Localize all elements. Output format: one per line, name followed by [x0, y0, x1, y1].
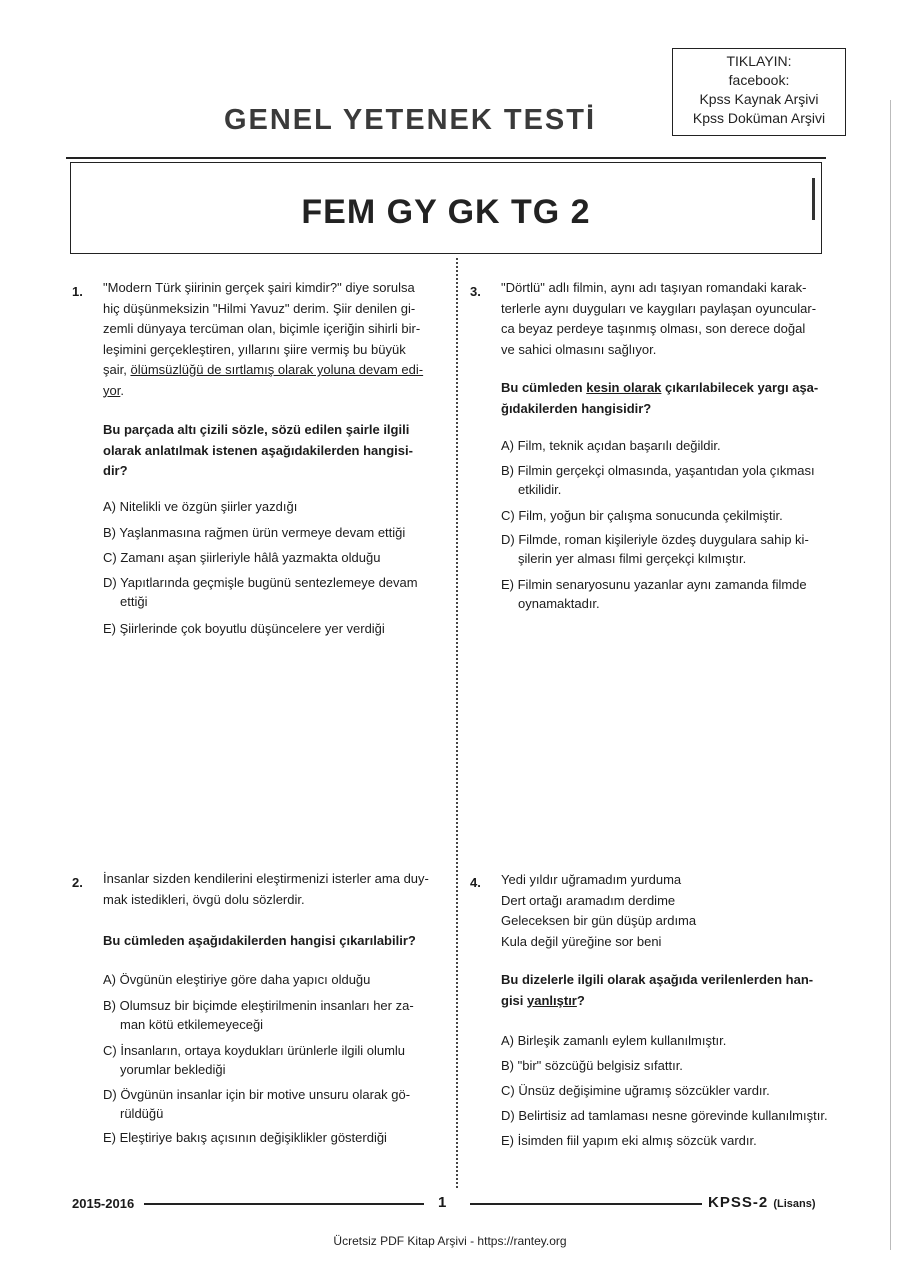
text-line: terlerle aynı duyguları ve kaygıları paylaşan oyuncular-	[501, 300, 817, 316]
option-line: E) Filmin senaryosunu yazanlar aynı zamanda filmde	[501, 577, 807, 592]
question-stem	[103, 420, 433, 482]
notice-box	[672, 48, 846, 136]
verse-line: Kula değil yüreğine sor beni	[501, 933, 662, 949]
stem-line: ğıdakilerden hangisidir?	[501, 400, 652, 416]
option-b[interactable]	[501, 462, 831, 499]
option-b[interactable]	[103, 524, 433, 543]
option-line: C) Ünsüz değişimine uğramış sözcükler vardır.	[501, 1083, 770, 1098]
verse-line: Yedi yıldır uğramadım yurduma	[501, 872, 682, 887]
question-number: 1.	[72, 284, 83, 299]
underlined-phrase: kesin olarak	[586, 380, 662, 395]
option-d[interactable]	[103, 574, 433, 611]
option-line: B) "bir" sözcüğü belgisiz sıfattır.	[501, 1058, 683, 1073]
option-line: C) İnsanların, ortaya koydukları ürünlerle ilgili olumlu	[103, 1043, 406, 1058]
stem-fragment: çıkarılabilecek yargı aşa-	[661, 380, 819, 395]
option-c[interactable]	[103, 1042, 433, 1079]
verse-line: Dert ortağı aramadım derdime	[501, 892, 676, 908]
option-e[interactable]	[501, 1132, 831, 1151]
column-divider	[456, 258, 458, 1188]
option-d[interactable]	[501, 1107, 841, 1126]
text-line: leşimini gerçekleştiren, yıllarını şiire vermiş bu büyük	[103, 341, 406, 357]
text-line	[103, 360, 433, 381]
question-text	[501, 278, 831, 360]
option-line: E) Şiirlerinde çok boyutlu düşüncelere yer verdiği	[103, 621, 385, 636]
text-line: hiç düşünmeksizin "Hilmi Yavuz" derim. Şiir denilen gi-	[103, 300, 416, 316]
stem-line	[501, 378, 831, 399]
question-text	[501, 870, 831, 952]
option-line: rüldüğü	[120, 1105, 164, 1121]
option-line: oynamaktadır.	[518, 595, 600, 611]
option-line: E) Eleştiriye bakış açısının değişiklikler gösterdiği	[103, 1130, 387, 1145]
text-line	[103, 381, 433, 402]
underlined-phrase: ölümsüzlüğü de sırtlamış olarak yoluna devam edi-	[130, 362, 424, 377]
option-e[interactable]	[501, 576, 831, 613]
scan-edge-line	[890, 100, 891, 1250]
option-line: B) Olumsuz bir biçimde eleştirilmenin insanları her za-	[103, 998, 414, 1013]
exam-label	[708, 1194, 816, 1211]
exam-level: (Lisans)	[773, 1198, 816, 1210]
underlined-phrase: yor	[103, 382, 121, 398]
stem-line: Bu cümleden aşağıdakilerden hangisi çıkarılabilir?	[103, 933, 416, 948]
option-c[interactable]	[501, 507, 831, 526]
footer-rule	[144, 1203, 424, 1205]
option-c[interactable]	[103, 549, 433, 568]
footer-year: 2015-2016	[72, 1196, 135, 1211]
option-d[interactable]	[501, 531, 831, 568]
underlined-phrase: yanlıştır	[527, 992, 577, 1008]
option-line: man kötü etkilemeyeceği	[120, 1016, 264, 1032]
option-line: B) Filmin gerçekçi olmasında, yaşantıdan yola çıkması	[501, 463, 815, 478]
text-fragment: .	[120, 382, 124, 398]
text-line: "Dörtlü" adlı filmin, aynı adı taşıyan romandaki karak-	[501, 280, 807, 295]
text-line: mak istedikleri, övgü dolu sözlerdir.	[103, 891, 305, 907]
text-line: İnsanlar sizden kendilerini eleştirmenizi isterler ama duy-	[103, 871, 429, 886]
question-number: 2.	[72, 875, 83, 890]
verse-line: Geleceksen bir gün düşüp ardıma	[501, 913, 697, 928]
option-a[interactable]	[501, 437, 831, 456]
option-a[interactable]	[501, 1032, 831, 1051]
option-e[interactable]	[103, 620, 433, 639]
question-stem	[501, 970, 831, 1011]
side-mark	[804, 178, 815, 220]
question-number: 4.	[470, 875, 481, 890]
option-b[interactable]	[103, 997, 433, 1034]
text-line: ve sahici olmasını sağlıyor.	[501, 341, 657, 357]
option-line: D) Belirtisiz ad tamlaması nesne görevinde kullanılmıştır.	[501, 1108, 828, 1123]
text-fragment: şair,	[103, 362, 131, 377]
option-line: D) Filmde, roman kişileriyle özdeş duygulara sahip ki-	[501, 532, 809, 547]
option-line: A) Övgünün eleştiriye göre daha yapıcı olduğu	[103, 972, 371, 987]
stem-fragment: gisi	[501, 992, 528, 1008]
booklet-title: FEM GY GK TG 2	[301, 193, 591, 231]
option-d[interactable]	[103, 1086, 433, 1123]
option-line: A) Nitelikli ve özgün şiirler yazdığı	[103, 499, 298, 514]
option-c[interactable]	[501, 1082, 831, 1101]
notice-line: Kpss Kaynak Arşivi	[699, 91, 819, 107]
question-text	[103, 869, 433, 910]
header-rule	[66, 157, 826, 159]
page-number: 1	[438, 1194, 447, 1211]
text-line: ca beyaz perdeye taşınmış olması, son derece doğal	[501, 321, 806, 336]
option-line: ettiği	[120, 593, 148, 609]
question-stem	[501, 378, 831, 419]
stem-line	[501, 991, 831, 1012]
option-line: A) Film, teknik açıdan başarılı değildir.	[501, 438, 721, 453]
stem-fragment: ?	[576, 992, 585, 1008]
option-line: A) Birleşik zamanlı eylem kullanılmıştır.	[501, 1033, 727, 1048]
option-line: yorumlar beklediği	[120, 1061, 226, 1077]
option-line: B) Yaşlanmasına rağmen ürün vermeye devam ettiği	[103, 525, 406, 540]
option-line: E) İsimden fiil yapım eki almış sözcük vardır.	[501, 1133, 757, 1148]
stem-line: Bu parçada altı çizili sözle, sözü edilen şairle ilgili	[103, 422, 410, 437]
stem-fragment: Bu cümleden	[501, 380, 587, 395]
option-line: şilerin yer alması filmi gerçekçi kılmıştır.	[518, 550, 747, 566]
option-line: D) Yapıtlarında geçmişle bugünü sentezlemeye devam	[103, 575, 418, 590]
option-line: C) Zamanı aşan şiirleriyle hâlâ yazmakta olduğu	[103, 550, 381, 565]
question-stem	[103, 931, 433, 952]
notice-line: TIKLAYIN:	[726, 53, 792, 69]
option-line: D) Övgünün insanlar için bir motive unsuru olarak gö-	[103, 1087, 411, 1102]
option-line: etkilidir.	[518, 481, 562, 497]
text-line: "Modern Türk şiirinin gerçek şairi kimdir?" diye sorulsa	[103, 280, 415, 295]
stem-line: Bu dizelerle ilgili olarak aşağıda verilenlerden han-	[501, 972, 814, 987]
stem-line: dir?	[103, 463, 128, 478]
option-a[interactable]	[103, 498, 433, 517]
exam-name: KPSS-2	[708, 1194, 769, 1211]
option-a[interactable]	[103, 971, 433, 990]
credit-line: Ücretsiz PDF Kitap Arşivi - https://rantey.org	[333, 1234, 567, 1248]
option-e[interactable]	[103, 1129, 433, 1148]
option-line: C) Film, yoğun bir çalışma sonucunda çekilmiştir.	[501, 508, 783, 523]
text-line: zemli dünyaya tercüman olan, biçimle içeriğin sihirli bir-	[103, 321, 421, 336]
stem-line: olarak anlatılmak istenen aşağıdakilerden hangisi-	[103, 442, 413, 458]
question-text	[103, 278, 433, 401]
notice-line: facebook:	[728, 72, 790, 88]
test-title: GENEL YETENEK TESTİ	[223, 104, 597, 136]
question-number: 3.	[470, 284, 481, 299]
notice-line: Kpss Doküman Arşivi	[692, 110, 826, 126]
option-b[interactable]	[501, 1057, 831, 1076]
footer-rule	[470, 1203, 702, 1205]
